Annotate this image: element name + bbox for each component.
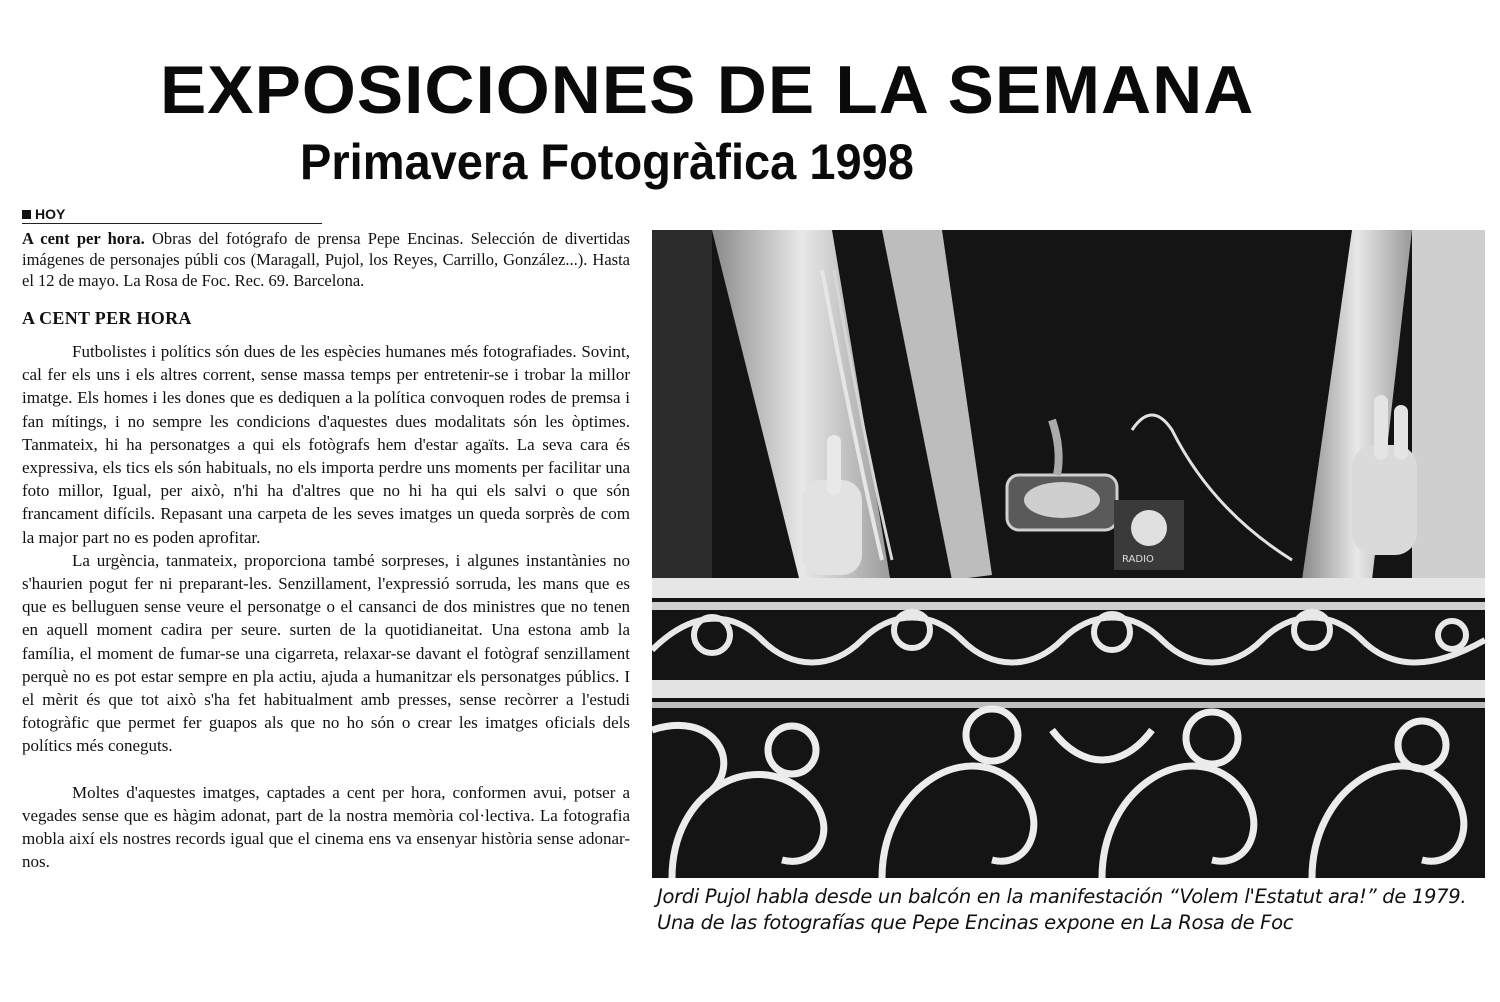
article-body [22,340,630,873]
railing-top-bar [652,578,1485,598]
photo-caption: Jordi Pujol habla desde un balcón en la manifestación “Volem l'Estatut ara!” de 1979. Una de las fotografías que Pepe Encinas expone en La Rosa de Foc [657,885,1467,934]
subheadline: Primavera Fotogràfica 1998 [300,134,914,190]
article-paragraph: Futbolistes i polítics són dues de les espècies humanes més fotografiades. Sovint, cal fer els uns i els altres corrent, sense massa temps per entretenir-se i trobar la millor imatge. Els homes i les dones que es dediquen a la política convoquen rodes de premsa i fan mítings, i no sempre les condicions d'aquestes dues modalitats són les òptimes. Tanmateix, hi ha personatges a qui els fotògrafs hem d'estar agaïts. La seva cara és expressiva, els tics els són habituals, no els importa perdre uns moments per facilitar una foto millor, Igual, per això, n'hi ha d'altres que no hi ha qui els salvi o que són francament difícils. Repasant una carpeta de les seves imatges un queda sorprès de com la major part no es poden aprofitar. [22,342,630,547]
section-tag-label: HOY [35,206,66,222]
left-shutter [652,230,712,590]
article-paragraph: La urgència, tanmateix, proporciona també sorpreses, i algunes instantànies no s'haurien pogut fer ni preparant-les. Senzillament, l'expressió sorruda, les mans que es que es belluguen sense veure el personatge o el cansanci de dos ministres que no tenen en aquell moment cadira per seure. surten de la quotidianeitat. Una estona amb la família, el moment de fumar-se una cigarreta, relaxar-se davant el fotògraf senzillament perquè no es pot estar sempre en pla actiu, ajuda a humanitzar els personatges públics. I el mèrit és que tot això s'ha fet habitualment amb presses, sense recòrrer a l'estudi fotogràfic que permet fer guapos als que no ho són o crear les imatges oficials dels polítics més coneguts. [22,550,630,756]
exhibition-listing [22,228,630,291]
section-tag [22,206,322,224]
balcony-photo-illustration [652,230,1485,878]
listing-text: Obras del fotógrafo de prensa Pepe Encinas. Selección de divertidas imágenes de personajes públi cos (Maragall, Pujol, los Reyes, Carrillo, González...). Hasta el 12 de mayo. La Rosa de Foc. Rec. 69. Barcelona. [22,229,630,290]
right-shutter [1412,230,1485,590]
listing-name: A cent per hora. [22,229,145,248]
headline: EXPOSICIONES DE LA SEMANA [160,52,1255,128]
news-photo [652,230,1485,878]
square-bullet-icon [22,210,31,219]
mic-label: RADIO [1122,554,1154,565]
article-paragraph: Moltes d'aquestes imatges, captades a cent per hora, conformen avui, potser a vegades sense que es hàgim adonat, part de la nostra memòria col·lectiva. La fotografia mobla així els nostres records igual que el cinema ens va ensenyar història sense adonar-nos. [22,782,630,872]
article-title: A CENT PER HORA [22,308,192,328]
